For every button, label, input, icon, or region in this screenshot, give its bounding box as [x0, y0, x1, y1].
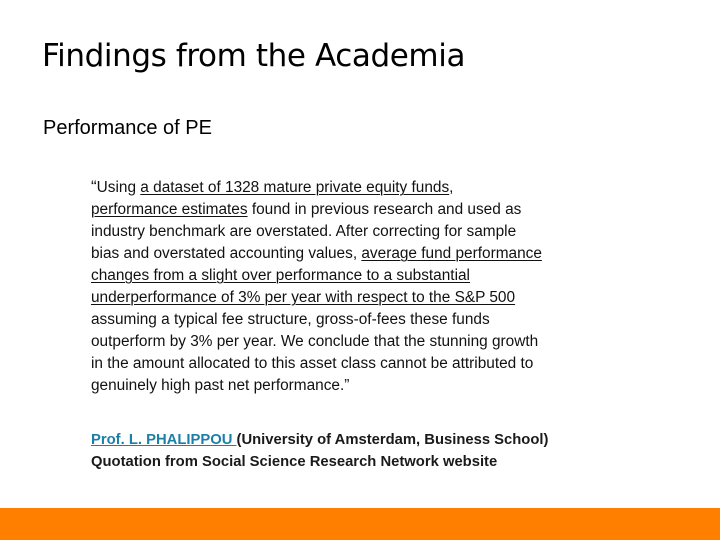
quote-line: changes from a slight over performance to a substantial: [91, 267, 470, 284]
quote-underlined-text: a dataset of 1328 mature private equity funds: [140, 179, 450, 196]
citation-author-line: [91, 429, 548, 451]
quote-text: ,: [449, 179, 454, 196]
author-affiliation: (University of Amsterdam, Business School): [236, 432, 549, 448]
slide-title: Findings from the Academia: [42, 38, 466, 74]
quote-text: Using: [96, 179, 141, 196]
quote-line: genuinely high past net performance.”: [91, 377, 350, 394]
open-quote-mark: “: [91, 177, 97, 196]
quote-text: found in previous research and used as: [247, 201, 522, 218]
quote-line: underperformance of 3% per year with respect to the S&P 500: [91, 289, 516, 306]
quote-line: assuming a typical fee structure, gross-of-fees these funds: [91, 311, 490, 328]
citation-source: Quotation from Social Science Research Network website: [91, 454, 498, 470]
quote-block: [91, 176, 691, 397]
author-link[interactable]: Prof. L. PHALIPPOU: [91, 432, 237, 448]
footer-bar: [0, 508, 720, 540]
quote-line: outperform by 3% per year. We conclude that the stunning growth: [91, 333, 539, 350]
quote-underlined-text: performance estimates: [91, 201, 248, 218]
quote-line: [91, 176, 691, 199]
quote-line: in the amount allocated to this asset class cannot be attributed to: [91, 355, 534, 372]
quote-line: industry benchmark are overstated. After correcting for sample: [91, 223, 517, 240]
slide-subtitle: Performance of PE: [43, 117, 212, 139]
quote-line: [91, 199, 691, 221]
quote-line: [91, 243, 691, 265]
quote-text: bias and overstated accounting values,: [91, 245, 362, 262]
citation-block: [91, 429, 548, 473]
quote-underlined-text: average fund performance: [361, 245, 542, 262]
